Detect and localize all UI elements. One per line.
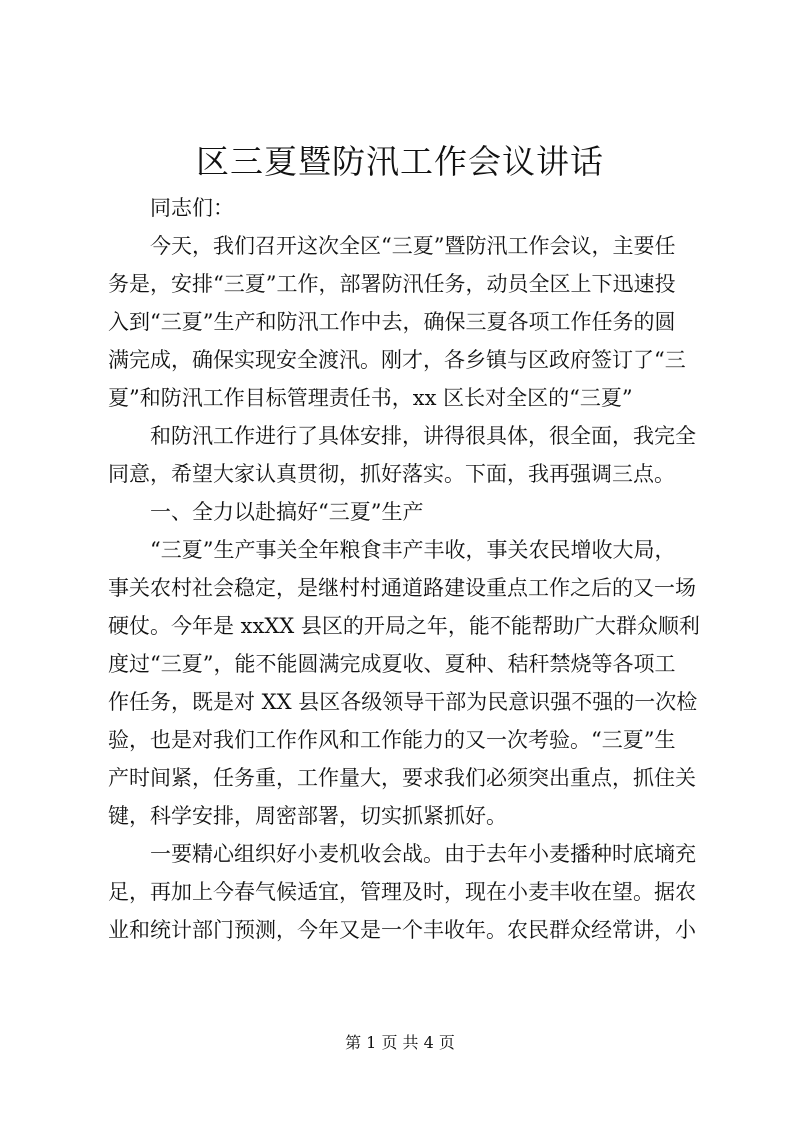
section-heading: 一、全力以赴搞好“三夏”生产 (150, 500, 424, 524)
text-line: 入到“三夏”生产和防汛工作中去，确保三夏各项工作任务的圆 (108, 310, 676, 334)
text-line: 和防汛工作进行了具体安排，讲得很具体，很全面，我完全 (150, 424, 696, 448)
text-line: 验，也是对我们工作作风和工作能力的又一次考验。“三夏”生 (108, 728, 676, 752)
text-line: 度过“三夏”，能不能圆满完成夏收、夏种、秸秆禁烧等各项工 (108, 652, 676, 676)
text-line: 键，科学安排，周密部署，切实抓紧抓好。 (108, 804, 507, 828)
text-line: 一要精心组织好小麦机收会战。由于去年小麦播种时底墒充 (150, 842, 696, 866)
text-line: 事关农村社会稳定，是继村村通道路建设重点工作之后的又一场 (108, 576, 696, 600)
text-line: “三夏”生产事关全年粮食丰产丰收，事关农民增收大局， (150, 538, 676, 562)
text-line: 业和统计部门预测，今年又是一个丰收年。农民群众经常讲，小 (108, 918, 696, 942)
text-line: 同意，希望大家认真贯彻，抓好落实。下面，我再强调三点。 (108, 462, 675, 486)
text-line: 务是，安排“三夏”工作，部署防汛任务，动员全区上下迅速投 (108, 272, 676, 296)
text-line: 满完成，确保实现安全渡汛。刚才，各乡镇与区政府签订了“三 (108, 348, 686, 372)
text-line: 作任务，既是对 XX 县区各级领导干部为民意识强不强的一次检 (108, 690, 698, 714)
document-body (108, 189, 708, 949)
page-footer: 第 1 页 共 4 页 (345, 1033, 455, 1052)
text-line: 产时间紧，任务重，工作量大，要求我们必须突出重点，抓住关 (108, 766, 696, 790)
text-line: 夏”和防汛工作目标管理责任书，xx 区长对全区的“三夏” (108, 386, 633, 410)
text-line: 今天，我们召开这次全区“三夏”暨防汛工作会议，主要任 (150, 234, 676, 258)
text-line: 硬仗。今年是 xxXX 县区的开局之年，能不能帮助广大群众顺利 (108, 614, 700, 638)
text-line: 同志们： (150, 196, 234, 220)
text-line: 足，再加上今春气候适宜，管理及时，现在小麦丰收在望。据农 (108, 880, 696, 904)
document-title: 区三夏暨防汛工作会议讲话 (196, 142, 604, 181)
